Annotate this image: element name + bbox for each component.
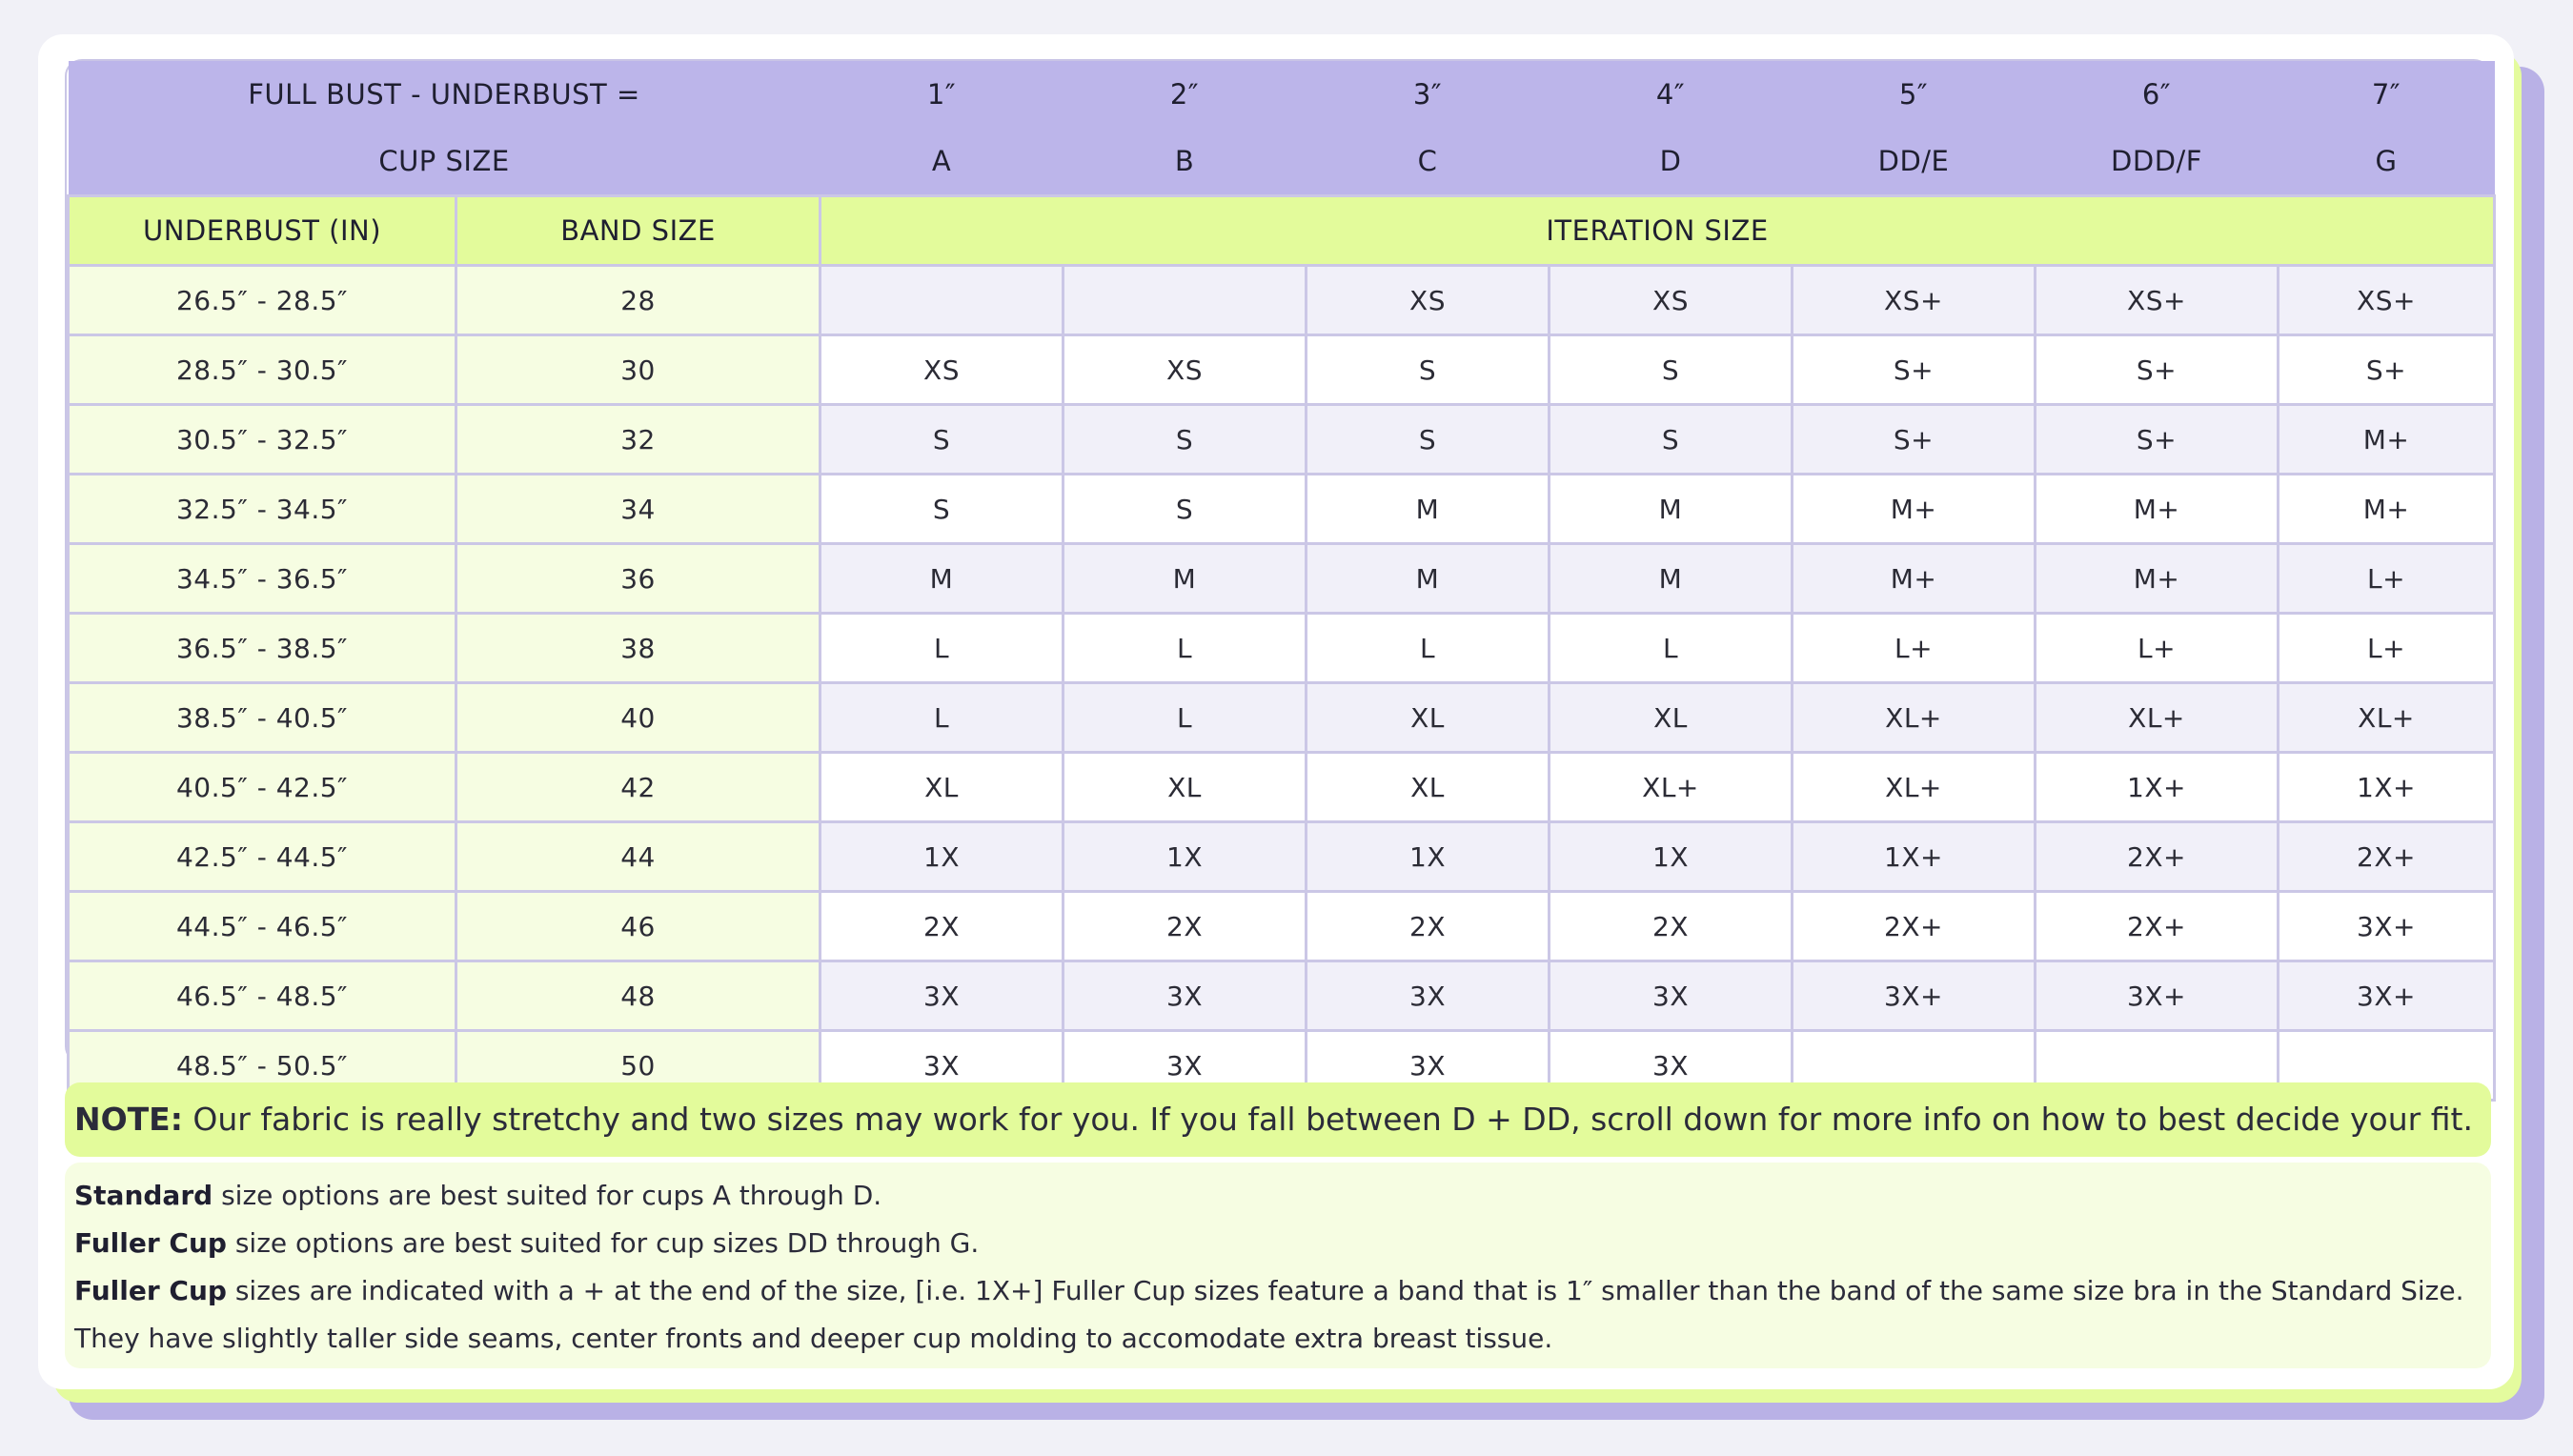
band-size-cell: 32 [456, 405, 821, 475]
band-size-cell: 50 [456, 1031, 821, 1101]
iteration-size-cell: L [821, 683, 1064, 753]
iteration-size-cell: 3X+ [2279, 892, 2495, 961]
iteration-size-cell: S [1064, 475, 1307, 544]
iteration-size-cell: 2X+ [2279, 822, 2495, 892]
note-text: Our fabric is really stretchy and two sizes may work for you. If you fall between D + DD, scroll down for more info on how to best decide your fit. [182, 1101, 2473, 1138]
table-row [69, 892, 2495, 961]
iteration-size-cell: 1X+ [1793, 822, 2036, 892]
underbust-column-header: UNDERBUST (IN) [69, 196, 456, 266]
iteration-size-cell: 2X+ [2036, 892, 2279, 961]
iteration-size-cell: XS [821, 335, 1064, 405]
underbust-cell: 32.5″ - 34.5″ [69, 475, 456, 544]
diff-header: 5″ [1793, 61, 2036, 128]
iteration-size-cell: S [821, 405, 1064, 475]
iteration-size-cell: XL+ [2279, 683, 2495, 753]
standard-text: size options are best suited for cups A through D. [213, 1180, 882, 1211]
iteration-size-cell: 1X [1064, 822, 1307, 892]
iteration-size-cell: L [1064, 683, 1307, 753]
iteration-size-cell: M+ [2036, 544, 2279, 614]
iteration-size-cell: L+ [2036, 614, 2279, 683]
iteration-size-cell: 2X [1550, 892, 1793, 961]
header-row-cup [69, 128, 2495, 196]
cup-header: D [1550, 128, 1793, 196]
iteration-size-cell: 3X [1550, 1031, 1793, 1101]
underbust-cell: 40.5″ - 42.5″ [69, 753, 456, 822]
band-size-cell: 38 [456, 614, 821, 683]
diff-header: 6″ [2036, 61, 2279, 128]
table-row [69, 475, 2495, 544]
table-row [69, 544, 2495, 614]
cup-header: A [821, 128, 1064, 196]
fit-info-panel [65, 1163, 2491, 1368]
band-size-cell: 40 [456, 683, 821, 753]
iteration-size-cell: S+ [2279, 335, 2495, 405]
table-row [69, 405, 2495, 475]
iteration-size-cell: XL [821, 753, 1064, 822]
underbust-cell: 26.5″ - 28.5″ [69, 266, 456, 335]
band-size-cell: 48 [456, 961, 821, 1031]
iteration-size-cell: XS+ [1793, 266, 2036, 335]
iteration-size-cell: 1X [1307, 822, 1550, 892]
cup-header: B [1064, 128, 1307, 196]
iteration-size-cell: XL [1307, 683, 1550, 753]
iteration-size-cell: 3X [1307, 961, 1550, 1031]
iteration-size-cell: 3X+ [2036, 961, 2279, 1031]
iteration-size-cell: S+ [1793, 335, 2036, 405]
iteration-size-cell: S [1307, 405, 1550, 475]
iteration-size-cell: 3X [1550, 961, 1793, 1031]
table-row [69, 683, 2495, 753]
cup-header: C [1307, 128, 1550, 196]
iteration-size-cell: M+ [2279, 405, 2495, 475]
iteration-size-cell: M [1307, 544, 1550, 614]
subheader-row [69, 196, 2495, 266]
band-size-cell: 30 [456, 335, 821, 405]
cup-header: DD/E [1793, 128, 2036, 196]
table-row [69, 335, 2495, 405]
diff-header: 2″ [1064, 61, 1307, 128]
iteration-size-cell: L [1550, 614, 1793, 683]
iteration-size-cell: 2X+ [1793, 892, 2036, 961]
iteration-size-cell: XL [1550, 683, 1793, 753]
iteration-size-cell: XL+ [2036, 683, 2279, 753]
iteration-size-cell: XL [1064, 753, 1307, 822]
underbust-cell: 30.5″ - 32.5″ [69, 405, 456, 475]
iteration-size-header: ITERATION SIZE [821, 196, 2495, 266]
iteration-size-cell: 1X [821, 822, 1064, 892]
info-fuller-cup-detail [74, 1267, 2482, 1363]
iteration-size-cell: M+ [1793, 475, 2036, 544]
band-size-cell: 36 [456, 544, 821, 614]
note-label: NOTE: [74, 1101, 183, 1138]
iteration-size-cell: S [1550, 335, 1793, 405]
diff-header: 1″ [821, 61, 1064, 128]
iteration-size-cell: XL+ [1793, 683, 2036, 753]
band-size-cell: 28 [456, 266, 821, 335]
iteration-size-cell: 1X [1550, 822, 1793, 892]
iteration-size-cell: L [1064, 614, 1307, 683]
iteration-size-cell: S [1550, 405, 1793, 475]
iteration-size-cell: L [1307, 614, 1550, 683]
iteration-size-cell: M+ [1793, 544, 2036, 614]
iteration-size-cell: 2X+ [2036, 822, 2279, 892]
band-size-cell: 44 [456, 822, 821, 892]
fuller-cup-text: size options are best suited for cup sizes DD through G. [226, 1227, 980, 1259]
cup-size-label: CUP SIZE [69, 128, 821, 196]
fuller-cup-detail-label: Fuller Cup [74, 1275, 227, 1306]
iteration-size-cell: 3X [1064, 1031, 1307, 1101]
table-row [69, 614, 2495, 683]
underbust-cell: 46.5″ - 48.5″ [69, 961, 456, 1031]
size-chart-table-wrap [65, 59, 2491, 1082]
fabric-note [65, 1082, 2491, 1157]
iteration-size-cell: XL+ [1793, 753, 2036, 822]
iteration-size-cell: XS+ [2036, 266, 2279, 335]
header-row-diff [69, 61, 2495, 128]
size-chart-table [67, 61, 2496, 1102]
cup-header: G [2279, 128, 2495, 196]
iteration-size-cell: S+ [1793, 405, 2036, 475]
iteration-size-cell: 2X [1064, 892, 1307, 961]
diff-header: 4″ [1550, 61, 1793, 128]
band-size-cell: 34 [456, 475, 821, 544]
iteration-size-cell: 3X [1064, 961, 1307, 1031]
underbust-cell: 44.5″ - 46.5″ [69, 892, 456, 961]
iteration-size-cell: L+ [2279, 614, 2495, 683]
table-row [69, 822, 2495, 892]
diff-header: 7″ [2279, 61, 2495, 128]
iteration-size-cell: M+ [2036, 475, 2279, 544]
iteration-size-cell: M+ [2279, 475, 2495, 544]
iteration-size-cell: S [1064, 405, 1307, 475]
underbust-cell: 42.5″ - 44.5″ [69, 822, 456, 892]
table-row [69, 753, 2495, 822]
iteration-size-cell: XL+ [1550, 753, 1793, 822]
iteration-size-cell: L+ [1793, 614, 2036, 683]
underbust-cell: 28.5″ - 30.5″ [69, 335, 456, 405]
iteration-size-cell: XS [1307, 266, 1550, 335]
iteration-size-cell: L [821, 614, 1064, 683]
iteration-size-cell: M [1307, 475, 1550, 544]
iteration-size-cell: M [1550, 475, 1793, 544]
iteration-size-cell: M [821, 544, 1064, 614]
diff-header: 3″ [1307, 61, 1550, 128]
info-fuller-cup-line [74, 1220, 2482, 1267]
iteration-size-cell: S [1307, 335, 1550, 405]
iteration-size-cell: S+ [2036, 335, 2279, 405]
iteration-size-cell: S+ [2036, 405, 2279, 475]
info-standard-line [74, 1172, 2482, 1220]
band-size-cell: 46 [456, 892, 821, 961]
table-row [69, 961, 2495, 1031]
iteration-size-cell: 3X [821, 961, 1064, 1031]
band-size-cell: 42 [456, 753, 821, 822]
iteration-size-cell: 2X [821, 892, 1064, 961]
iteration-size-cell: 3X [821, 1031, 1064, 1101]
underbust-cell: 38.5″ - 40.5″ [69, 683, 456, 753]
iteration-size-cell [1064, 266, 1307, 335]
size-table-body [69, 266, 2495, 1101]
underbust-cell: 48.5″ - 50.5″ [69, 1031, 456, 1101]
fuller-cup-detail-text: sizes are indicated with a + at the end of the size, [i.e. 1X+] Fuller Cup sizes feature a band that is 1″ smaller than the band of the same size bra in the Standard Size. They have slightly taller side seams, center fronts and deeper cup molding to accomodate extra breast tissue. [74, 1275, 2464, 1354]
iteration-size-cell: 3X [1307, 1031, 1550, 1101]
iteration-size-cell: 3X+ [1793, 961, 2036, 1031]
iteration-size-cell: 2X [1307, 892, 1550, 961]
iteration-size-cell: 1X+ [2279, 753, 2495, 822]
full-bust-minus-underbust-label: FULL BUST - UNDERBUST = [69, 61, 821, 128]
underbust-cell: 36.5″ - 38.5″ [69, 614, 456, 683]
band-size-column-header: BAND SIZE [456, 196, 821, 266]
underbust-cell: 34.5″ - 36.5″ [69, 544, 456, 614]
iteration-size-cell: L+ [2279, 544, 2495, 614]
iteration-size-cell: XS [1064, 335, 1307, 405]
table-row [69, 266, 2495, 335]
iteration-size-cell [821, 266, 1064, 335]
iteration-size-cell: XS+ [2279, 266, 2495, 335]
standard-label: Standard [74, 1180, 213, 1211]
iteration-size-cell: S [821, 475, 1064, 544]
iteration-size-cell: XL [1307, 753, 1550, 822]
iteration-size-cell: 1X+ [2036, 753, 2279, 822]
iteration-size-cell: M [1550, 544, 1793, 614]
fuller-cup-label: Fuller Cup [74, 1227, 227, 1259]
iteration-size-cell: XS [1550, 266, 1793, 335]
iteration-size-cell: M [1064, 544, 1307, 614]
cup-header: DDD/F [2036, 128, 2279, 196]
iteration-size-cell: 3X+ [2279, 961, 2495, 1031]
